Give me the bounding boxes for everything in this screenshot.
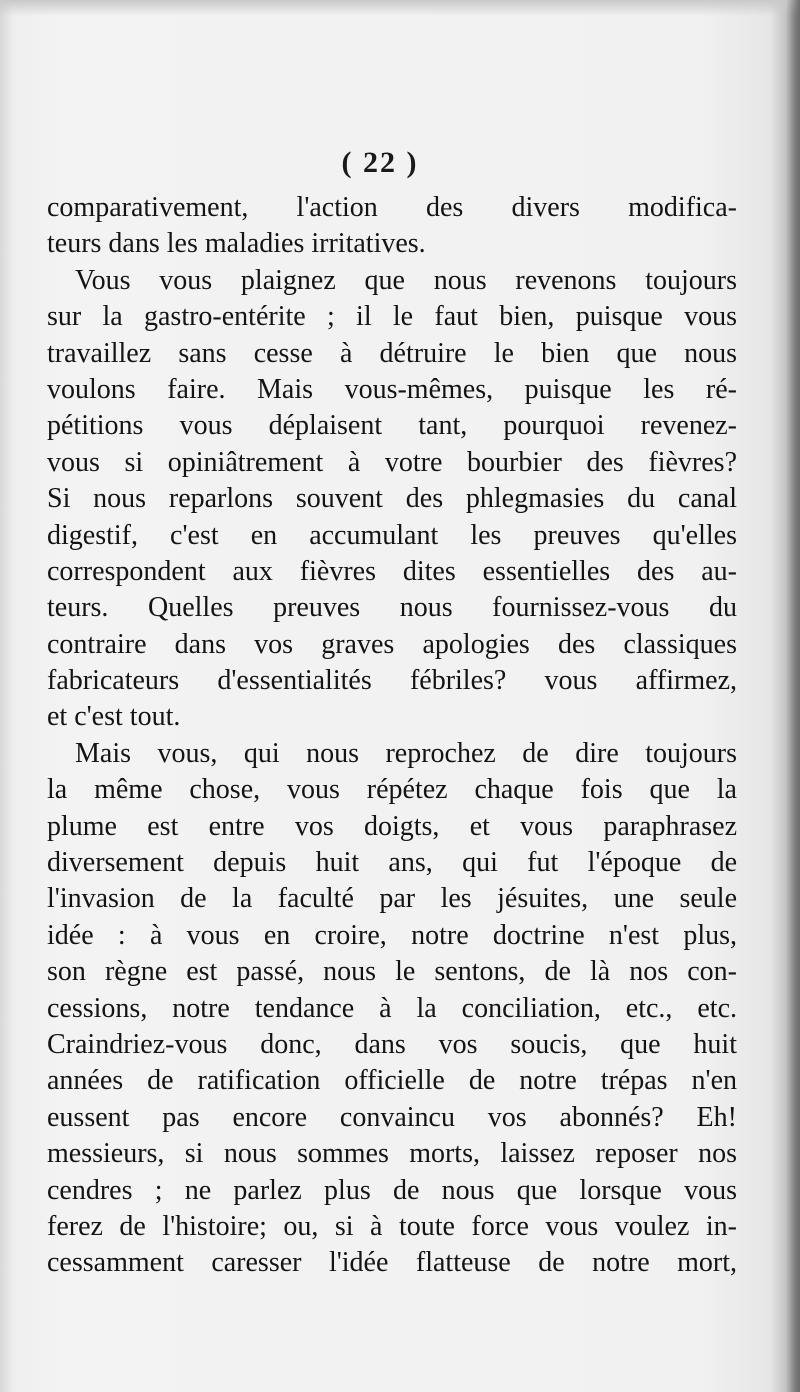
text-line: voulons faire. Mais vous-mêmes, puisque les ré-: [47, 373, 737, 405]
text-line: ferez de l'histoire; ou, si à toute force vous voulez in-: [47, 1210, 737, 1242]
text-line: Si nous reparlons souvent des phlegmasies du canal: [47, 483, 737, 515]
text-line: Mais vous, qui nous reprochez de dire toujours: [75, 737, 737, 769]
text-line: Vous vous plaignez que nous revenons toujours: [75, 264, 737, 296]
text-line: correspondent aux fièvres dites essentielles des au-: [47, 555, 737, 587]
page-gutter-edge: [786, 0, 800, 1392]
text-line: plume est entre vos doigts, et vous paraphrasez: [47, 810, 737, 842]
page-number: ( 22 ): [341, 146, 419, 179]
text-line: son règne est passé, nous le sentons, de là nos con-: [47, 956, 737, 988]
page-body-text: [47, 190, 737, 1282]
text-line: travaillez sans cesse à détruire le bien que nous: [47, 337, 737, 369]
text-line: fabricateurs d'essentialités fébriles? vous affirmez,: [47, 665, 737, 697]
text-line: la même chose, vous répétez chaque fois que la: [47, 774, 737, 806]
text-line: pétitions vous déplaisent tant, pourquoi revenez-: [47, 410, 737, 442]
text-line: Craindriez-vous donc, dans vos soucis, que huit: [47, 1028, 737, 1060]
text-line: cendres ; ne parlez plus de nous que lorsque vous: [47, 1174, 737, 1206]
text-line: messieurs, si nous sommes morts, laissez reposer nos: [47, 1138, 737, 1170]
text-line: contraire dans vos graves apologies des classiques: [47, 628, 737, 660]
text-line: cessamment caresser l'idée flatteuse de notre mort,: [47, 1247, 737, 1279]
text-line: eussent pas encore convaincu vos abonnés? Eh!: [47, 1101, 737, 1133]
page-top-shadow: [0, 0, 800, 16]
text-line: cessions, notre tendance à la conciliation, etc., etc.: [47, 992, 737, 1024]
text-line: l'invasion de la faculté par les jésuites, une seule: [47, 883, 737, 915]
text-line: comparativement, l'action des divers modifica-: [47, 192, 737, 223]
text-line: sur la gastro-entérite ; il le faut bien, puisque vous: [47, 301, 737, 333]
text-line: vous si opiniâtrement à votre bourbier des fièvres?: [47, 446, 737, 478]
text-line: teurs. Quelles preuves nous fournissez-vous du: [47, 592, 737, 624]
text-line: diversement depuis huit ans, qui fut l'époque de: [47, 847, 737, 879]
text-line: idée : à vous en croire, notre doctrine n'est plus,: [47, 919, 737, 951]
text-line: années de ratification officielle de notre trépas n'en: [47, 1065, 737, 1097]
text-line: teurs dans les maladies irritatives.: [47, 228, 426, 260]
text-line: et c'est tout.: [47, 701, 181, 733]
text-line: digestif, c'est en accumulant les preuves qu'elles: [47, 519, 737, 551]
